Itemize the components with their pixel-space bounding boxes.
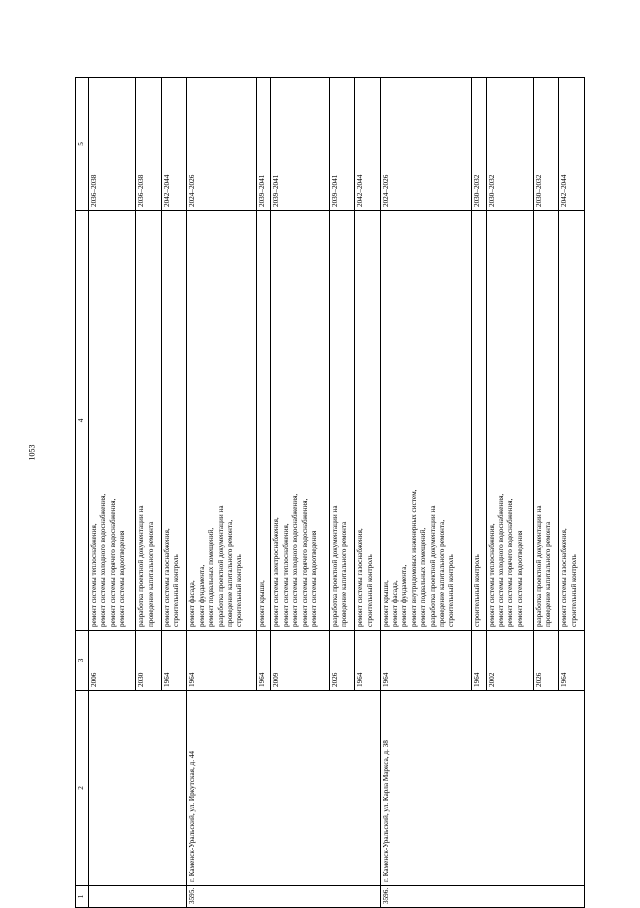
header-col-1: 1: [76, 886, 89, 908]
table-row: [187, 78, 256, 908]
address-cell: г. Каменск-Уральский, ул. Карла Маркса, д. 38: [380, 691, 584, 886]
year-cell: 2026: [329, 631, 354, 691]
rotated-table-frame: [75, 78, 585, 908]
capital-repair-table: [75, 77, 585, 908]
row-number-cell: [89, 886, 187, 908]
row-number-cell: 3595.: [187, 886, 380, 908]
header-col-5: 5: [76, 78, 89, 211]
year-cell: 2006: [89, 631, 136, 691]
work-cell: ремонт системы газоснабжения, строительный контроль: [355, 211, 380, 631]
period-cell: 2030–2032: [486, 78, 533, 211]
work-cell: ремонт крыши, ремонт фасада, ремонт фундамента, ремонт внутридомовых инженерных систем, ремонт подвальных помещений, разработка проектной документации на проведение капитального ремонта, строительный контроль: [380, 211, 471, 631]
year-cell: 1964: [559, 631, 585, 691]
year-cell: 2030: [136, 631, 161, 691]
work-cell: ремонт системы газоснабжения, строительный контроль: [161, 211, 186, 631]
period-cell: 2039–2041: [256, 78, 270, 211]
period-cell: 2042–2044: [559, 78, 585, 211]
table-body: [89, 78, 585, 908]
header-col-2: 2: [76, 691, 89, 886]
work-cell: ремонт системы электроснабжения, ремонт системы теплоснабжения, ремонт системы холодного водоснабжения, ремонт системы горячего водоснабжения, ремонт системы водоотведения: [271, 211, 329, 631]
work-cell: строительный контроль: [472, 211, 486, 631]
period-cell: 2042–2044: [355, 78, 380, 211]
work-cell: ремонт крыши,: [256, 211, 270, 631]
period-cell: 2042–2044: [161, 78, 186, 211]
year-cell: 1964: [256, 631, 270, 691]
work-cell: разработка проектной документации на проведение капитального ремонта: [136, 211, 161, 631]
year-cell: 2002: [486, 631, 533, 691]
period-cell: 2036–2038: [136, 78, 161, 211]
year-cell: 1964: [472, 631, 486, 691]
year-cell: 1964: [380, 631, 471, 691]
year-cell: 2009: [271, 631, 329, 691]
table-row: [89, 78, 136, 908]
period-cell: 2030–2032: [533, 78, 558, 211]
period-cell: 2039–2041: [271, 78, 329, 211]
table-container: [75, 78, 585, 908]
row-number-cell: 3596.: [380, 886, 584, 908]
year-cell: 1964: [161, 631, 186, 691]
work-cell: ремонт системы теплоснабжения, ремонт системы холодного водоснабжения, ремонт системы горячего водоснабжения, ремонт системы водоотведения: [486, 211, 533, 631]
table-row: [380, 78, 471, 908]
work-cell: ремонт системы газоснабжения, строительный контроль: [559, 211, 585, 631]
work-cell: ремонт системы теплоснабжения, ремонт системы холодного водоснабжения, ремонт системы горячего водоснабжения, ремонт системы водоотведения: [89, 211, 136, 631]
year-cell: 2026: [533, 631, 558, 691]
page-number-text: 1053: [27, 444, 37, 461]
work-cell: ремонт фасада, ремонт фундамента, ремонт подвальных помещений, разработка проектной документации на проведение капитального ремонта, строительный контроль: [187, 211, 256, 631]
period-cell: 2039–2041: [329, 78, 354, 211]
work-cell: разработка проектной документации на проведение капитального ремонта: [329, 211, 354, 631]
page-number: [22, 0, 42, 905]
header-row: [76, 78, 89, 908]
address-cell: г. Каменск-Уральский, ул. Иркутская, д. 44: [187, 691, 380, 886]
address-cell: [89, 691, 187, 886]
period-cell: 2024–2026: [380, 78, 471, 211]
year-cell: 1964: [187, 631, 256, 691]
period-cell: 2030–2032: [472, 78, 486, 211]
work-cell: разработка проектной документации на проведение капитального ремонта: [533, 211, 558, 631]
period-cell: 2024–2026: [187, 78, 256, 211]
year-cell: 1964: [355, 631, 380, 691]
period-cell: 2036–2038: [89, 78, 136, 211]
header-col-4: 4: [76, 211, 89, 631]
header-col-3: 3: [76, 631, 89, 691]
